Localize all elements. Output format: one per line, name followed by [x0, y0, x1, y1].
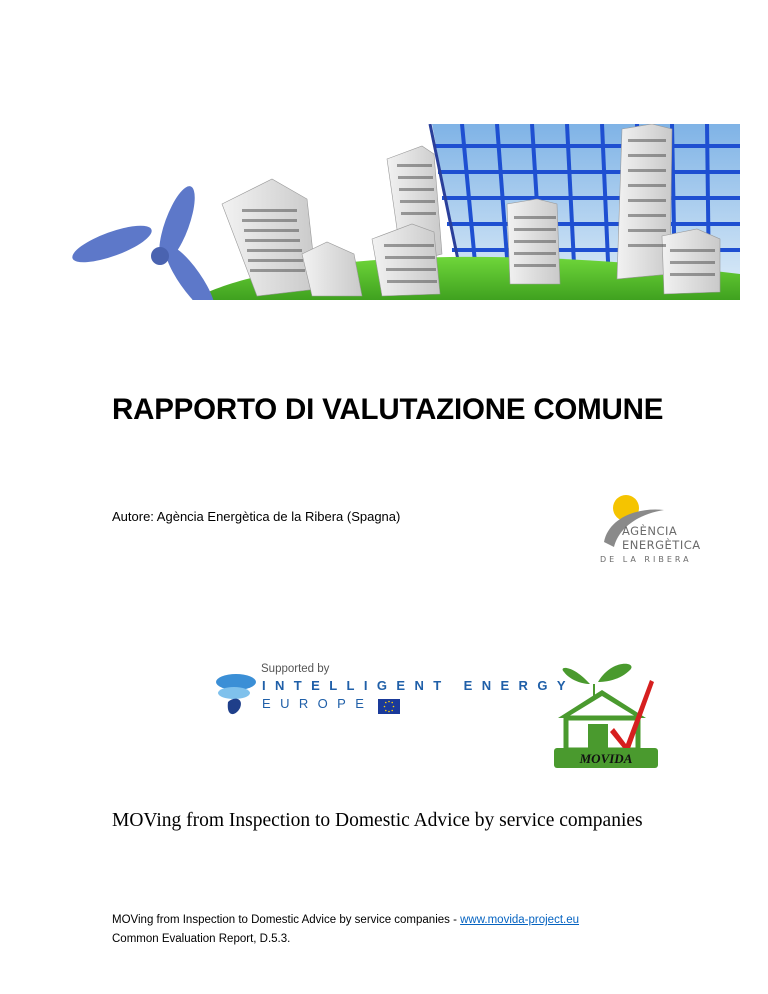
cover-banner-illustration [72, 124, 740, 300]
footer-line2: Common Evaluation Report, D.5.3. [112, 933, 291, 945]
footer-line1 [112, 914, 579, 926]
eu-flag-icon [378, 699, 400, 714]
agencia-logo-line1: AGÈNCIA [622, 524, 678, 538]
project-tagline: MOVing from Inspection to Domestic Advice by service companies [112, 810, 643, 831]
movida-logo [550, 656, 662, 770]
city-solar-illustration [72, 124, 740, 300]
iee-logo-line1: INTELLIGENT ENERGY [262, 678, 575, 693]
author-line: Autore: Agència Energètica de la Ribera (Spagna) [112, 509, 401, 524]
document-title: RAPPORTO DI VALUTAZIONE COMUNE [112, 393, 664, 426]
iee-butterfly-icon [214, 664, 264, 720]
iee-supported-by: Supported by [261, 663, 330, 675]
iee-logo-line2: EUROPE [262, 696, 374, 711]
agencia-logo-line3: DE LA RIBERA [600, 555, 692, 564]
movida-logo-text: MOVIDA [579, 751, 633, 766]
movida-house-icon [550, 656, 662, 770]
project-website-link[interactable]: www.movida-project.eu [460, 914, 580, 926]
footer-text: MOVing from Inspection to Domestic Advice by service companies - [112, 914, 461, 926]
agencia-logo-line2: ENERGÈTICA [622, 538, 701, 552]
